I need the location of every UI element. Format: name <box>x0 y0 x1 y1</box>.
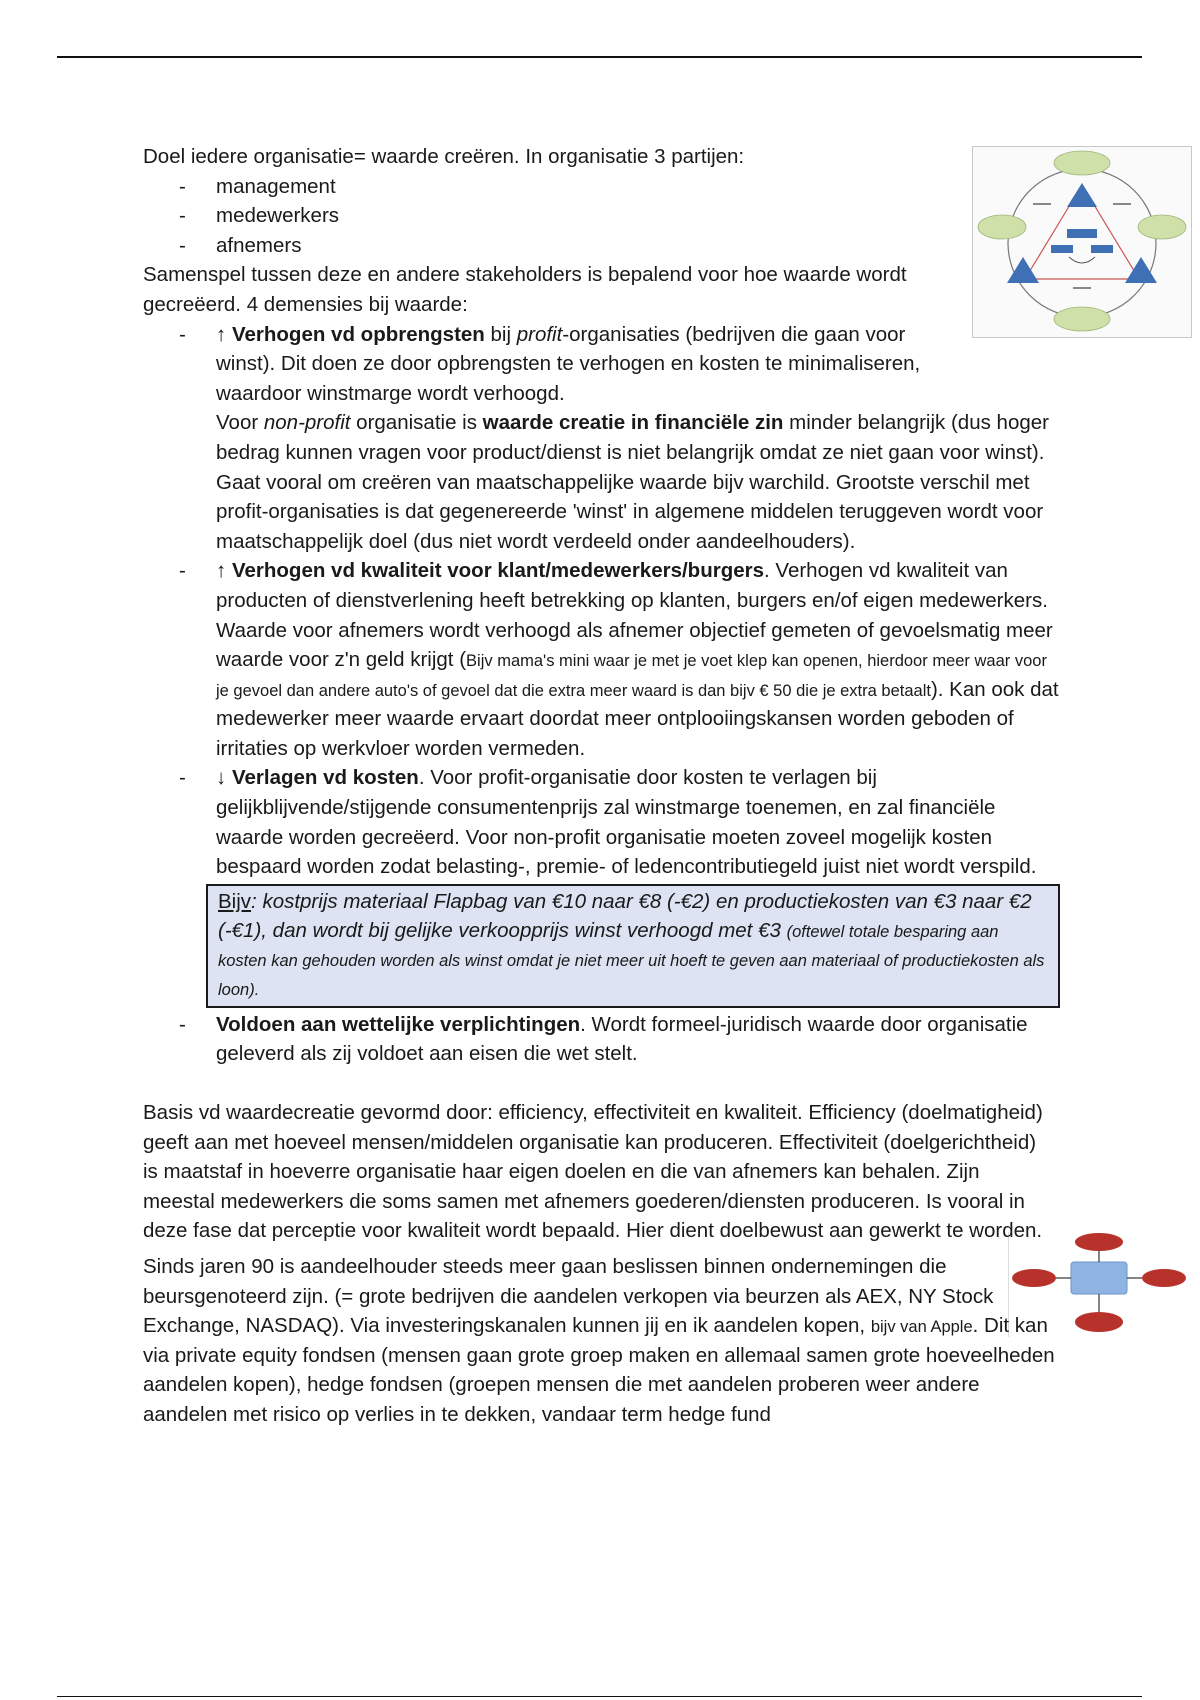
dimension-arrow: ↓ <box>216 766 227 790</box>
list-item: - medewerkers <box>143 201 1063 231</box>
intro-paragraph: Samenspel tussen deze en andere stakeholders is bepalend voor hoe waarde wordt gecreëerd. 4 demensies bij waarde: <box>143 263 907 316</box>
shareholder-paragraph: Sinds jaren 90 is aandeelhouder steeds meer gaan beslissen binnen ondernemingen die beursgenoteerd zijn. (= grote bedrijven die aandelen verkopen via beurzen als AEX, NY Stock Exchange, NASDAQ). Via investeringskanalen kunnen jij en ik aandelen kopen, bijv van Apple. Dit kan via private equity fondsen (mensen gaan grote groep maken en allemaal samen grote hoeveelheden aandelen kopen), hedge fondsen (groepen mensen die met aandelen proberen weer andere aandelen met risico op verlies in te dekken, vandaar term hedge fund <box>143 1255 1055 1426</box>
list-item: - afnemers <box>143 231 1063 261</box>
dimension-title: Verhogen vd kwaliteit voor klant/medewerkers/burgers <box>231 559 765 583</box>
dimension-arrow: ↑ <box>216 322 227 346</box>
footer-rule <box>57 1696 1142 1697</box>
example-box: Bijv: kostprijs materiaal Flapbag van €10 naar €8 (-€2) en productiekosten van €3 naar €2 (-€1), dan wordt bij gelijke verkoopprijs winst verhoogd met €3 (oftewel totale besparing aan kosten kan gehouden worden als winst omdat je niet meer uit hoeft te geven aan materiaal of productiekosten als loon). <box>206 884 1060 1008</box>
intro-line: Doel iedere organisatie= waarde creëren. In organisatie 3 partijen: <box>143 145 745 168</box>
dimension-revenue: - ↑ Verhogen vd opbrengsten bij profit-organisaties (bedrijven die gaan voor winst). Dit doen ze door opbrengsten te verhogen en kosten te minimaliseren, waardoor winstmarge wordt verhoogd. Voor non-profit organisatie is waarde creatie in financiële zin minder belangrijk (dus hoger bedrag kunnen vragen voor product/dienst is niet belangrijk omdat ze niet gaan voor winst). Gaat vooral om creëren van maatschappelijke waarde bijv warchild. Grootste verschil met profit-organisaties is dat gegenereerde 'winst' in algemene middelen teruggeven wordt voor maatschappelijk doel (dus niet wordt verdeeld onder aandeelhouders). <box>143 320 1063 557</box>
header-rule <box>57 56 1142 58</box>
parties-list <box>143 172 1063 261</box>
example-label: Bijv <box>218 889 252 913</box>
dimension-arrow: ↑ <box>216 559 227 583</box>
dimension-legal: - Voldoen aan wettelijke verplichtingen. Wordt formeel-juridisch waarde door organisatie geleverd als zij voldoet aan eisen die wet stelt. <box>143 1010 1063 1069</box>
dimension-title: Verlagen vd kosten <box>231 766 419 790</box>
dimension-title: Voldoen aan wettelijke verplichtingen <box>216 1012 581 1036</box>
dimension-quality: - ↑ Verhogen vd kwaliteit voor klant/medewerkers/burgers. Verhogen vd kwaliteit van producten of dienstverlening heeft betrekking op klanten, burgers en/of eigen medewerkers. Waarde voor afnemers wordt verhoogd als afnemer objectief gemeten of gevoelsmatig meer waarde voor z'n geld krijgt (Bijv mama's mini waar je met je voet klep kan openen, hierdoor meer waar voor je gevoel dan andere auto's of gevoel dat die extra meer waard is dan bijv € 50 die je extra betaalt). Kan ook dat medewerker meer waarde ervaart doordat meer ontplooiingskansen worden geboden of irritaties op werkvloer worden vermeden. <box>143 556 1063 763</box>
document-body <box>143 142 1063 1430</box>
dimensions-list <box>143 320 1063 882</box>
dimension-costs: - ↓ Verlagen vd kosten. Voor profit-organisatie door kosten te verlagen bij gelijkblijvende/stijgende consumentenprijs zal winstmarge toenemen, en zal financiële waarde worden gecreëerd. Voor non-profit organisatie moeten zoveel mogelijk kosten bespaard worden zodat belasting-, premie- of ledencontributiegeld juist niet wordt verspild. <box>143 763 1063 881</box>
dimension-title: Verhogen vd opbrengsten <box>231 322 485 346</box>
list-item: - management <box>143 172 1063 202</box>
basis-paragraph: Basis vd waardecreatie gevormd door: efficiency, effectiviteit en kwaliteit. Efficiency (doelmatigheid) geeft aan met hoeveel mensen/middelen organisatie kan produceren. Effectiviteit (doelgerichtheid) is maatstaf in hoeverre organisatie haar eigen doelen en die van afnemers kan behalen. Zijn meestal medewerkers die soms samen met afnemers goederen/diensten produceren. Is vooral in deze fase dat perceptie voor kwaliteit wordt bepaald. Hier dient doelbewust aan gewerkt te worden. <box>143 1101 1043 1243</box>
